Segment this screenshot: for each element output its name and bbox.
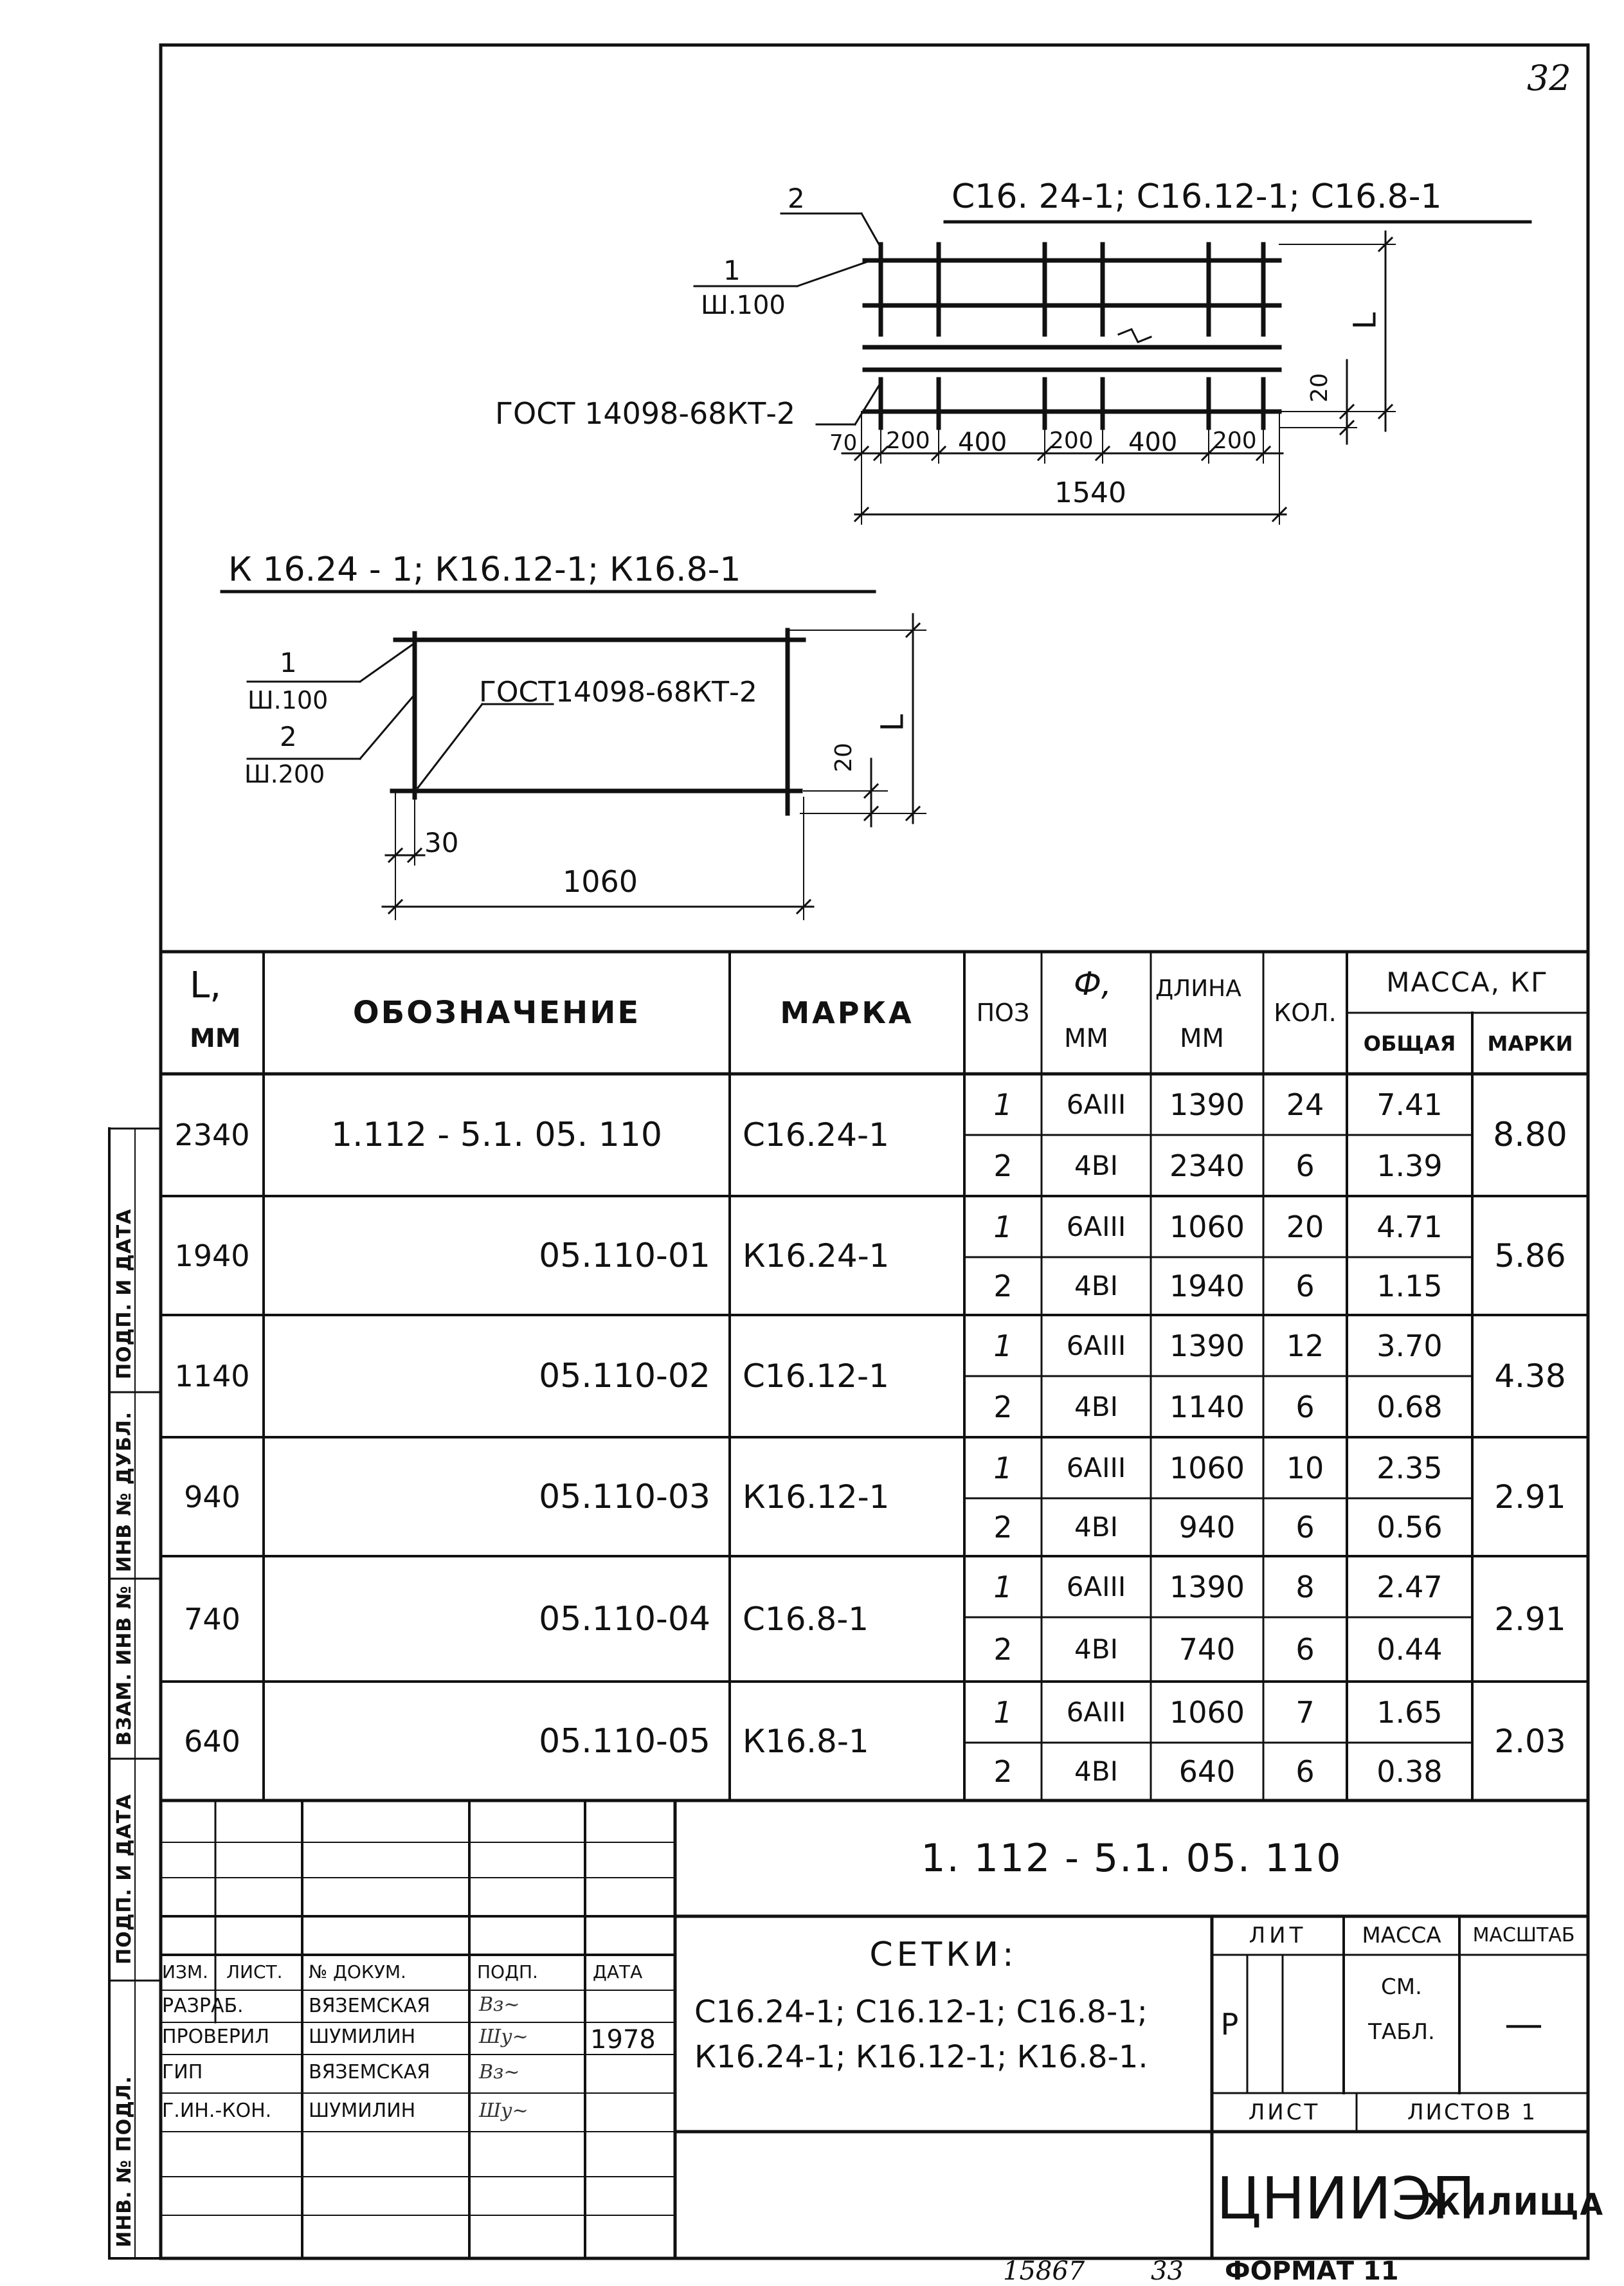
person-name: ВЯЗЕМСКАЯ xyxy=(309,1995,431,2017)
cell-l: 2340 xyxy=(174,1118,250,1152)
cell-mark: С16.12-1 xyxy=(743,1357,889,1395)
sheets-label: ЛИСТОВ 1 xyxy=(1407,2100,1538,2125)
cell-mark: К16.8-1 xyxy=(743,1722,869,1760)
cell-pos: 1 xyxy=(993,1087,1013,1122)
cell-qty: 6 xyxy=(1295,1389,1315,1424)
person-role: ГИП xyxy=(162,2061,203,2083)
cell-diam: 6АIII xyxy=(1066,1451,1126,1483)
header-mark: МАРКА xyxy=(780,995,914,1030)
cell-length: 1140 xyxy=(1169,1389,1245,1424)
cell-l: 740 xyxy=(184,1601,240,1637)
cell-pos: 2 xyxy=(993,1389,1013,1424)
cell-l: 1140 xyxy=(174,1359,250,1393)
footer-format: ФОРМАТ 11 xyxy=(1225,2256,1399,2286)
cell-mass-mark: 2.91 xyxy=(1494,1600,1566,1638)
drawing-c-dim-segment: 70 xyxy=(829,430,858,456)
cell-diam: 6АIII xyxy=(1066,1088,1126,1120)
cell-pos: 1 xyxy=(993,1209,1013,1244)
lit-value: Р xyxy=(1220,2006,1239,2042)
person-role: РАЗРАБ. xyxy=(162,1995,244,2017)
drawing-c-dim-offset: 20 xyxy=(1306,373,1333,403)
cell-pos: 1 xyxy=(993,1328,1013,1363)
col-header-doc: № ДОКУМ. xyxy=(309,1961,406,1982)
cell-mark: К16.12-1 xyxy=(743,1478,890,1516)
drawing-k-title: К 16.24 - 1; К16.12-1; К16.8-1 xyxy=(228,550,741,589)
header-length-unit: ММ xyxy=(1180,1024,1225,1053)
cell-length: 1390 xyxy=(1169,1328,1245,1363)
footer-page: 33 xyxy=(1151,2256,1184,2286)
drawing-k-callout-pos1-step: Ш.100 xyxy=(248,686,329,714)
drawing-k-callout-pos1: 1 xyxy=(280,647,297,678)
cell-qty: 7 xyxy=(1295,1694,1315,1730)
cell-mass: 0.56 xyxy=(1376,1510,1443,1545)
cell-mass: 1.65 xyxy=(1376,1694,1443,1730)
cell-designation: 05.110-01 xyxy=(539,1236,710,1275)
cell-mass-mark: 8.80 xyxy=(1493,1116,1567,1154)
cell-length: 1060 xyxy=(1169,1209,1245,1244)
person-name: ШУМИЛИН xyxy=(309,2026,416,2048)
drawing-c-dim-segment: 400 xyxy=(1128,428,1178,457)
cell-pos: 2 xyxy=(993,1148,1013,1183)
cell-qty: 8 xyxy=(1295,1569,1315,1604)
side-stamp-inv-orig: ИНВ. № ПОДЛ. xyxy=(113,2075,136,2247)
document-name-line2: К16.24-1; К16.12-1; К16.8-1. xyxy=(694,2039,1148,2075)
person-date: 1978 xyxy=(590,2025,656,2055)
signature-icon: Шу~ xyxy=(479,2026,528,2048)
cell-diam: 6АIII xyxy=(1066,1696,1126,1728)
cell-diam: 6АIII xyxy=(1066,1329,1126,1361)
cell-pos: 2 xyxy=(993,1269,1013,1303)
header-mass-mark: МАРКИ xyxy=(1487,1031,1573,1056)
cell-mass: 0.68 xyxy=(1376,1389,1443,1424)
cell-designation: 05.110-02 xyxy=(539,1357,710,1395)
cell-mass: 0.38 xyxy=(1376,1754,1443,1789)
sheet-label: ЛИСТ xyxy=(1248,2100,1321,2125)
document-name-title: СЕТКИ: xyxy=(869,1936,1018,1974)
drawing-k-weld-note: ГОСТ14098-68КТ-2 xyxy=(479,676,757,709)
drawing-c-callout-pos1: 1 xyxy=(723,255,741,286)
drawing-c-weld-note: ГОСТ 14098-68КТ-2 xyxy=(495,396,796,431)
cell-mark: К16.24-1 xyxy=(743,1237,890,1275)
scale-value: — xyxy=(1504,2001,1543,2047)
cell-designation: 05.110-05 xyxy=(539,1721,710,1761)
header-l: L, xyxy=(190,965,221,1006)
side-stamp-dup-inv: ИНВ № ДУБЛ. xyxy=(113,1411,136,1572)
cell-length: 1060 xyxy=(1169,1694,1245,1730)
cell-diam: 4ВI xyxy=(1074,1511,1118,1543)
cell-diam: 4ВI xyxy=(1074,1270,1118,1302)
cell-length: 1060 xyxy=(1169,1450,1245,1485)
col-header-list: ЛИСТ. xyxy=(226,1961,283,1982)
signature-icon: Вз~ xyxy=(479,1993,520,2016)
cell-qty: 6 xyxy=(1295,1632,1315,1667)
drawing-k-dim-height: L xyxy=(874,714,911,732)
mass-value-2: ТАБЛ. xyxy=(1368,2019,1435,2045)
cell-designation: 1.112 - 5.1. 05. 110 xyxy=(331,1116,662,1154)
cell-length: 1940 xyxy=(1169,1269,1245,1303)
side-stamp-sign-date-2: ПОДП. И ДАТА xyxy=(113,1208,136,1379)
col-header-sign: ПОДП. xyxy=(477,1961,538,1982)
cell-pos: 1 xyxy=(993,1694,1013,1730)
drawing-c-dim-segment: 200 xyxy=(1049,428,1094,454)
side-stamp-sign-date: ПОДП. И ДАТА xyxy=(113,1793,136,1964)
doc-code: 1. 112 - 5.1. 05. 110 xyxy=(921,1836,1342,1881)
scale-label: МАСШТАБ xyxy=(1472,1924,1575,1946)
drawing-k-callout-pos2: 2 xyxy=(280,721,297,752)
cell-qty: 12 xyxy=(1286,1328,1324,1363)
cell-mass: 0.44 xyxy=(1376,1632,1443,1667)
cell-pos: 1 xyxy=(993,1450,1013,1485)
cell-mass-mark: 2.03 xyxy=(1494,1722,1566,1760)
header-mass: МАССА, КГ xyxy=(1386,966,1549,998)
cell-mass: 1.39 xyxy=(1376,1148,1443,1183)
drawing-c-dim-total: 1540 xyxy=(1054,476,1126,509)
header-mass-total: ОБЩАЯ xyxy=(1363,1031,1456,1056)
cell-mass: 2.47 xyxy=(1376,1569,1443,1604)
drawing-k-dim-edge: 30 xyxy=(424,827,459,858)
org-sub: ЖИЛИЩА xyxy=(1424,2187,1605,2222)
cell-diam: 6АIII xyxy=(1066,1210,1126,1242)
header-length: ДЛИНА xyxy=(1155,975,1241,1002)
person-role: ПРОВЕРИЛ xyxy=(162,2026,269,2048)
cell-l: 1940 xyxy=(174,1238,250,1273)
lit-label: ЛИТ xyxy=(1249,1923,1307,1948)
cell-mass: 3.70 xyxy=(1376,1328,1443,1363)
person-name: ШУМИЛИН xyxy=(309,2100,416,2122)
mass-value-1: СМ. xyxy=(1381,1974,1422,2000)
cell-length: 740 xyxy=(1178,1632,1236,1667)
cell-mass: 1.15 xyxy=(1376,1269,1443,1303)
cell-mass: 4.71 xyxy=(1376,1209,1443,1244)
person-name: ВЯЗЕМСКАЯ xyxy=(309,2061,431,2083)
cell-length: 640 xyxy=(1178,1754,1236,1789)
header-diam-unit: ММ xyxy=(1064,1024,1109,1053)
cell-length: 940 xyxy=(1178,1510,1236,1545)
sheet-number: 32 xyxy=(1527,58,1571,98)
cell-designation: 05.110-04 xyxy=(539,1599,710,1638)
cell-mass: 2.35 xyxy=(1376,1450,1443,1485)
cell-diam: 4ВI xyxy=(1074,1390,1118,1422)
cell-qty: 10 xyxy=(1286,1450,1324,1485)
header-pos: ПОЗ xyxy=(976,999,1030,1027)
cell-qty: 6 xyxy=(1295,1754,1315,1789)
drawing-c-dim-segment: 400 xyxy=(958,428,1007,457)
mass-label: МАССА xyxy=(1362,1923,1441,1948)
cell-l: 640 xyxy=(184,1723,240,1759)
header-designation: ОБОЗНАЧЕНИЕ xyxy=(352,995,641,1031)
cell-pos: 2 xyxy=(993,1632,1013,1667)
drawing-c-dim-segment: 200 xyxy=(1213,428,1257,454)
cell-mark: С16.8-1 xyxy=(743,1600,869,1638)
cell-mass: 7.41 xyxy=(1376,1087,1443,1122)
drawing-c-dim-height: L xyxy=(1347,312,1384,330)
col-header-izm: ИЗМ. xyxy=(162,1961,208,1982)
cell-diam: 4ВI xyxy=(1074,1633,1118,1665)
header-diam: Ф, xyxy=(1074,965,1112,1002)
drawing-c-title: С16. 24-1; С16.12-1; С16.8-1 xyxy=(952,177,1442,216)
drawing-k-dim-offset: 20 xyxy=(830,743,857,772)
org-main: ЦНИИЭП xyxy=(1216,2165,1475,2233)
cell-l: 940 xyxy=(184,1479,240,1514)
cell-mass-mark: 5.86 xyxy=(1494,1237,1566,1275)
footer-number: 15867 xyxy=(1003,2256,1085,2286)
person-role: Г.ИН.-КОН. xyxy=(162,2100,272,2122)
cell-mass-mark: 2.91 xyxy=(1494,1478,1566,1516)
cell-pos: 2 xyxy=(993,1754,1013,1789)
cell-qty: 6 xyxy=(1295,1510,1315,1545)
cell-diam: 4ВI xyxy=(1074,1149,1118,1181)
document-name-line1: С16.24-1; С16.12-1; С16.8-1; xyxy=(694,1994,1148,2030)
drawing-c-callout-pos1-step: Ш.100 xyxy=(701,291,786,320)
cell-diam: 6АIII xyxy=(1066,1570,1126,1602)
drawing-k-callout-pos2-step: Ш.200 xyxy=(244,760,325,788)
cell-qty: 20 xyxy=(1286,1209,1324,1244)
cell-length: 1390 xyxy=(1169,1569,1245,1604)
cell-qty: 24 xyxy=(1286,1087,1324,1122)
drawing-k-dim-total: 1060 xyxy=(563,864,638,899)
signature-icon: Шу~ xyxy=(479,2100,528,2122)
cell-designation: 05.110-03 xyxy=(539,1477,710,1516)
cell-mass-mark: 4.38 xyxy=(1494,1357,1566,1395)
cell-pos: 2 xyxy=(993,1510,1013,1545)
header-l-unit: ММ xyxy=(190,1024,241,1053)
cell-qty: 6 xyxy=(1295,1148,1315,1183)
drawing-c-dim-segment: 200 xyxy=(886,428,930,454)
cell-mark: С16.24-1 xyxy=(743,1116,889,1154)
drawing-c-callout-pos2: 2 xyxy=(788,183,805,214)
cell-length: 1390 xyxy=(1169,1087,1245,1122)
cell-length: 2340 xyxy=(1169,1148,1245,1183)
header-qty: КОЛ. xyxy=(1274,999,1337,1027)
cell-qty: 6 xyxy=(1295,1269,1315,1303)
signature-icon: Вз~ xyxy=(479,2061,520,2083)
cell-pos: 1 xyxy=(993,1569,1013,1604)
cell-diam: 4ВI xyxy=(1074,1755,1118,1787)
side-stamp-replaced-inv: ВЗАМ. ИНВ № xyxy=(113,1585,136,1746)
col-header-date: ДАТА xyxy=(593,1961,643,1982)
